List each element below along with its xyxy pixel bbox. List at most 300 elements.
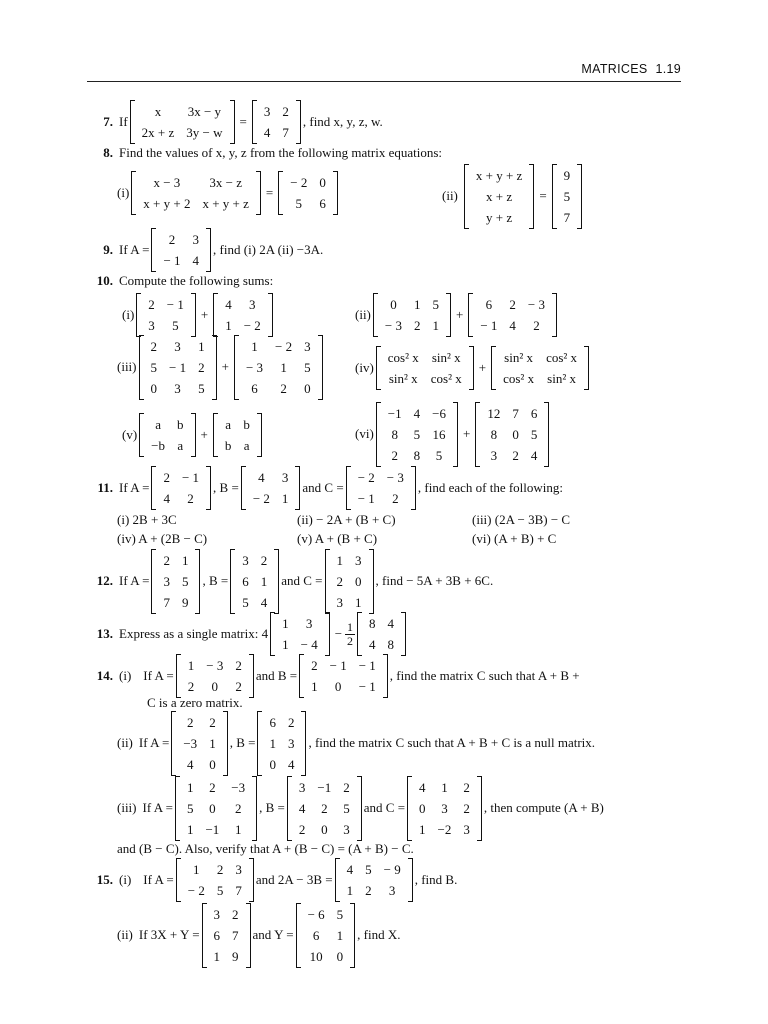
- text: , then compute (A + B): [483, 800, 604, 815]
- matrix-cell: 1: [281, 491, 289, 506]
- matrix-body: [145, 414, 189, 456]
- matrix: [296, 903, 356, 968]
- matrix-row: [145, 378, 211, 399]
- matrix: [151, 228, 211, 272]
- part-label: (ii): [117, 927, 133, 942]
- matrix-row: [137, 193, 255, 214]
- part-label: (ii): [355, 307, 371, 322]
- matrix-cell: 2: [321, 800, 328, 816]
- matrix-cell: −6: [432, 405, 446, 421]
- text: , find X.: [357, 927, 401, 942]
- matrix-cell: − 9: [383, 862, 401, 877]
- matrix-cell: x + z: [486, 188, 513, 204]
- matrix-cell: − 2: [252, 491, 270, 506]
- matrix-cell: 4: [263, 125, 271, 140]
- matrix-cell: 4: [346, 862, 354, 877]
- matrix-row: [219, 315, 267, 336]
- matrix-row: [136, 101, 229, 122]
- question-14-ii: [117, 713, 595, 773]
- matrix: [230, 549, 279, 614]
- matrix-cell: 1: [355, 594, 362, 610]
- matrix-cell: 4: [287, 756, 295, 772]
- part-text: (vi) (A + B) + C: [472, 530, 557, 546]
- part-label: (i): [119, 668, 132, 683]
- matrix: [202, 903, 251, 968]
- matrix-cell: b: [177, 417, 184, 432]
- matrix-cell: − 1: [358, 679, 376, 694]
- matrix-row: [470, 186, 528, 207]
- question-10-i: (i) 2 − 1 3 5 + 4 3 1 − 2: [122, 292, 275, 338]
- matrix: [176, 654, 254, 698]
- matrix-cell: 4: [163, 491, 170, 506]
- matrix-body: [145, 336, 211, 399]
- matrix-row: [157, 250, 205, 271]
- text: and C =: [281, 573, 323, 588]
- matrix-cell: − 1: [163, 253, 181, 268]
- matrix-row: [302, 946, 350, 967]
- text: and Y =: [252, 927, 294, 942]
- question-number: 11.: [97, 480, 113, 495]
- matrix-body: [177, 712, 221, 775]
- matrix: [176, 858, 254, 902]
- matrix-cell: 1: [311, 679, 318, 694]
- matrix-cell: 2: [235, 679, 242, 694]
- matrix-cell: 1: [280, 359, 287, 375]
- matrix-row: [208, 904, 245, 925]
- question-14-i: [87, 653, 580, 699]
- matrix-cell: 7: [235, 883, 242, 898]
- matrix-row: [284, 172, 332, 193]
- matrix-cell: − 2: [187, 883, 205, 898]
- matrix: [139, 335, 217, 400]
- matrix: [299, 654, 388, 698]
- matrix-cell: 1: [225, 318, 232, 333]
- matrix: [335, 858, 413, 902]
- part-label: (ii): [117, 735, 133, 750]
- text: , find the matrix C such that A + B +: [389, 668, 580, 683]
- matrix-cell: 2: [235, 658, 242, 673]
- matrix-cell: 1: [441, 779, 448, 795]
- matrix: [373, 293, 451, 337]
- matrix-row: [558, 207, 577, 228]
- matrix-cell: 3: [305, 616, 313, 631]
- matrix-body: [331, 550, 368, 613]
- question-8-ii: (ii) x + y + z x + z y + z = 9 5 7: [442, 166, 584, 226]
- matrix-row: [258, 101, 295, 122]
- question-10-ii: (ii) 0 1 5 − 3 2 1 + 6 2 − 3 − 1 4 2: [355, 292, 559, 338]
- matrix: [552, 164, 583, 229]
- matrix-row: [247, 467, 295, 488]
- matrix-body: [219, 414, 256, 456]
- matrix-cell: a: [177, 438, 184, 453]
- part-text: (v) A + (B + C): [297, 530, 378, 546]
- matrix-body: [497, 347, 583, 389]
- matrix-cell: 0: [269, 756, 276, 772]
- matrix: [278, 171, 338, 215]
- matrix-row: [341, 859, 407, 880]
- matrix-cell: 3: [281, 470, 289, 485]
- matrix-cell: −1: [317, 779, 332, 795]
- matrix-cell: 3: [463, 821, 470, 837]
- matrix-cell: 4: [258, 470, 265, 485]
- matrix-cell: 3: [490, 447, 498, 463]
- matrix-row: [236, 571, 273, 592]
- matrix-cell: 12: [487, 405, 501, 421]
- matrix-row: [382, 368, 468, 389]
- matrix-cell: 5: [172, 318, 179, 333]
- matrix-row: [142, 315, 190, 336]
- text: If A =: [138, 735, 170, 750]
- part-label: (iv): [355, 360, 374, 375]
- matrix-cell: 1: [181, 552, 189, 568]
- matrix: [136, 293, 196, 337]
- matrix-cell: 8: [391, 426, 398, 442]
- question-8: [87, 144, 442, 162]
- text: Compute the following sums:: [119, 273, 274, 288]
- matrix-row: [413, 777, 476, 798]
- matrix-cell: − 3: [245, 359, 264, 375]
- question-15-i: [87, 857, 457, 903]
- matrix-cell: − 3: [386, 470, 404, 485]
- matrix-cell: a: [243, 438, 250, 453]
- matrix-cell: y + z: [486, 209, 513, 225]
- denominator: 2: [347, 633, 354, 648]
- matrix-row: [382, 445, 452, 466]
- matrix-cell: 2: [282, 104, 289, 119]
- matrix-row: [181, 798, 251, 819]
- text: , B =: [229, 735, 256, 750]
- matrix-row: [382, 424, 452, 445]
- matrix-row: [331, 571, 368, 592]
- part-label: (vi): [355, 426, 374, 441]
- matrix: [257, 711, 306, 776]
- question-number: 13.: [96, 626, 113, 641]
- matrix-row: [263, 712, 300, 733]
- matrix-row: [219, 435, 256, 456]
- matrix-body: [382, 347, 468, 389]
- question-12: [87, 551, 493, 611]
- matrix-cell: 2: [365, 883, 372, 898]
- matrix-cell: 7: [232, 927, 239, 943]
- matrix-cell: 6: [242, 573, 249, 589]
- matrix-cell: −1: [387, 405, 402, 421]
- matrix-body: [236, 550, 273, 613]
- numerator: 1: [347, 619, 354, 634]
- matrix-cell: 4: [225, 297, 232, 312]
- q11-part: [472, 511, 570, 528]
- matrix-cell: 5: [365, 862, 372, 877]
- matrix-body: [379, 294, 445, 336]
- matrix-row: [219, 414, 256, 435]
- matrix-cell: 1: [419, 821, 426, 837]
- matrix-body: [341, 859, 407, 901]
- matrix-body: [293, 777, 356, 840]
- matrix-cell: 2: [311, 658, 318, 673]
- page-header: [581, 62, 681, 76]
- matrix-cell: 2: [463, 779, 470, 795]
- matrix-cell: 7: [512, 405, 519, 421]
- matrix-cell: 1: [346, 883, 354, 898]
- text: and 2A − 3B =: [255, 872, 333, 887]
- matrix-cell: 2: [168, 232, 176, 247]
- matrix-row: [558, 186, 577, 207]
- matrix-cell: 2: [216, 862, 224, 877]
- matrix: [171, 711, 227, 776]
- text: If A =: [143, 668, 174, 683]
- matrix-cell: 3: [242, 552, 249, 568]
- matrix-cell: sin² x: [504, 350, 533, 365]
- matrix-cell: cos² x: [503, 371, 535, 386]
- matrix-body: [382, 403, 452, 466]
- matrix-cell: 5: [150, 359, 157, 375]
- matrix-cell: 5: [343, 800, 350, 816]
- matrix-row: [302, 904, 350, 925]
- matrix-body: [481, 403, 543, 466]
- question-number: 8.: [103, 145, 113, 160]
- matrix-cell: 4: [298, 800, 306, 816]
- matrix-row: [481, 424, 543, 445]
- matrix-cell: 2: [343, 779, 350, 795]
- question-14-iii-cont: [117, 840, 414, 857]
- matrix-cell: 2: [260, 552, 268, 568]
- question-number: 15.: [96, 872, 113, 887]
- matrix-body: [470, 165, 528, 228]
- matrix-cell: sin² x: [547, 371, 576, 386]
- matrix-cell: 1: [234, 821, 242, 837]
- matrix-row: [481, 403, 543, 424]
- matrix-body: [558, 165, 577, 228]
- matrix-cell: − 1: [358, 658, 376, 673]
- matrix-cell: 3: [235, 862, 242, 877]
- q11-part: [297, 511, 396, 528]
- question-10-iii: (iii) 2 3 1 5 − 1 2 0 3 5 + 1 − 2 3 − 3 1 5 6 2 0: [117, 337, 325, 397]
- question-15-ii: [117, 905, 401, 965]
- matrix-cell: − 1: [329, 658, 347, 673]
- matrix-cell: − 1: [169, 359, 187, 375]
- matrix-row: [145, 357, 211, 378]
- matrix: [213, 413, 262, 457]
- matrix-cell: 3: [343, 821, 350, 837]
- matrix-row: [157, 467, 205, 488]
- matrix-body: [247, 467, 295, 509]
- matrix-row: [382, 403, 452, 424]
- matrix-body: [208, 904, 245, 967]
- matrix-cell: −3: [183, 735, 198, 751]
- question-11: [87, 465, 563, 511]
- matrix-cell: 16: [432, 426, 446, 442]
- matrix-row: [263, 754, 300, 775]
- text: , find − 5A + 3B + 6C.: [375, 573, 494, 588]
- matrix-row: [157, 550, 194, 571]
- matrix-cell: − 3: [384, 318, 402, 333]
- text: and C =: [363, 800, 406, 815]
- matrix-row: [247, 488, 295, 509]
- matrix-cell: 2: [187, 714, 194, 730]
- matrix-row: [182, 655, 248, 676]
- matrix-cell: 5: [295, 196, 303, 211]
- matrix-body: [182, 859, 248, 901]
- question-7: 7. If x 3x − y 2x + z 3y − w = 3 2 4 7 , find x, y, z, w.: [87, 99, 383, 145]
- matrix-row: [177, 712, 221, 733]
- matrix: [234, 335, 323, 400]
- matrix-row: [382, 347, 468, 368]
- text: If A =: [142, 800, 173, 815]
- matrix-cell: 3: [388, 883, 396, 898]
- matrix-cell: 3: [355, 552, 362, 568]
- matrix: [213, 293, 273, 337]
- matrix-body: [284, 172, 332, 214]
- matrix-cell: cos² x: [546, 350, 578, 365]
- matrix-row: [331, 592, 368, 613]
- matrix-row: [470, 165, 528, 186]
- matrix-cell: 6: [485, 297, 493, 312]
- matrix-cell: 0: [321, 821, 328, 837]
- matrix-body: [240, 336, 317, 399]
- matrix-row: [305, 676, 382, 697]
- matrix-row: [145, 435, 189, 456]
- matrix-row: [293, 798, 356, 819]
- matrix-row: [497, 368, 583, 389]
- matrix-body: [182, 655, 248, 697]
- matrix-cell: 9: [232, 948, 239, 964]
- question-8-i: (i) x − 3 3x − z x + y + 2 x + y + z = − 2 0 5 6: [117, 170, 340, 216]
- matrix-cell: a: [225, 417, 231, 432]
- matrix-cell: 6: [312, 927, 320, 943]
- matrix-row: [481, 445, 543, 466]
- matrix-cell: 2: [391, 447, 398, 463]
- matrix: [151, 549, 200, 614]
- matrix-cell: 4: [260, 594, 268, 610]
- question-14-i-cont: [147, 694, 243, 711]
- matrix-cell: 2: [198, 359, 205, 375]
- matrix-cell: 1: [213, 948, 221, 964]
- matrix-row: [413, 798, 476, 819]
- matrix-cell: 3: [163, 573, 170, 589]
- matrix-cell: 8: [387, 637, 395, 652]
- matrix-cell: 2: [209, 779, 216, 795]
- question-13: [87, 611, 408, 657]
- part-text: (iii) (2A − 3B) − C: [472, 511, 571, 527]
- matrix-body: [142, 294, 190, 336]
- matrix-body: [219, 294, 267, 336]
- matrix: [131, 171, 261, 215]
- matrix-cell: 1: [187, 658, 195, 673]
- question-number: 10.: [96, 273, 113, 288]
- matrix-row: [157, 592, 194, 613]
- matrix: [241, 466, 301, 510]
- matrix-cell: 1: [336, 552, 343, 568]
- matrix-cell: 2: [298, 821, 306, 837]
- matrix-row: [263, 733, 300, 754]
- matrix-body: [157, 229, 205, 271]
- matrix-cell: 5: [336, 906, 344, 922]
- matrix-cell: 2: [280, 380, 287, 396]
- part-label: (ii): [442, 188, 458, 203]
- matrix-cell: 3: [192, 232, 200, 247]
- matrix-cell: sin² x: [431, 350, 461, 365]
- matrix-row: [182, 880, 248, 901]
- matrix-row: [302, 925, 350, 946]
- matrix-cell: 1: [432, 318, 439, 333]
- matrix-cell: 7: [563, 209, 571, 225]
- question-number: 9.: [103, 242, 113, 257]
- matrix-cell: 2: [533, 318, 540, 333]
- matrix-cell: 3: [304, 338, 311, 354]
- matrix-cell: 3: [287, 735, 295, 751]
- matrix-cell: 0: [355, 573, 362, 589]
- matrix-cell: 1: [336, 927, 344, 943]
- matrix-cell: 1: [260, 573, 268, 589]
- question-number: 12.: [96, 573, 113, 588]
- matrix: [475, 402, 549, 467]
- text: , find (i) 2A (ii) −3A.: [213, 242, 324, 257]
- matrix: [376, 402, 458, 467]
- matrix: [376, 346, 474, 390]
- question-number: 14.: [96, 668, 113, 683]
- matrix-cell: 0: [209, 756, 216, 772]
- matrix: [468, 293, 557, 337]
- matrix-row: [136, 122, 229, 143]
- matrix-body: [352, 467, 410, 509]
- matrix-cell: 1: [198, 338, 205, 354]
- matrix-row: [145, 336, 211, 357]
- text: If A =: [119, 242, 150, 257]
- matrix-cell: 5: [435, 447, 443, 463]
- matrix-cell: 2x + z: [141, 125, 175, 140]
- q11-part: [297, 530, 377, 547]
- matrix: [252, 100, 301, 144]
- matrix-cell: 4: [369, 637, 376, 652]
- matrix-cell: 5: [216, 883, 224, 898]
- matrix-cell: 4: [419, 779, 426, 795]
- matrix-cell: − 1: [357, 491, 375, 506]
- matrix-row: [142, 294, 190, 315]
- matrix-row: [240, 357, 317, 378]
- matrix-cell: cos² x: [430, 371, 462, 386]
- matrix-body: [363, 613, 400, 655]
- matrix-cell: −1: [205, 821, 220, 837]
- matrix-row: [293, 819, 356, 840]
- matrix-row: [157, 229, 205, 250]
- matrix-cell: 5: [563, 188, 571, 204]
- matrix-cell: 0: [319, 175, 326, 190]
- matrix-body: [258, 101, 295, 143]
- matrix-cell: 5: [304, 359, 311, 375]
- matrix-cell: −b: [151, 438, 166, 453]
- matrix-cell: 10: [309, 948, 323, 964]
- part-label: (i): [119, 872, 132, 887]
- matrix-cell: 4: [187, 756, 194, 772]
- page-number: 1.19: [655, 62, 681, 76]
- matrix-cell: 0: [334, 679, 342, 694]
- matrix-cell: 5: [530, 426, 538, 442]
- matrix-cell: 6: [530, 405, 538, 421]
- matrix-cell: − 2: [290, 175, 308, 190]
- text: and C =: [302, 480, 344, 495]
- matrix-body: [136, 101, 229, 143]
- matrix-cell: − 6: [307, 906, 325, 922]
- matrix-row: [474, 294, 551, 315]
- matrix-row: [413, 819, 476, 840]
- question-9: [87, 227, 323, 273]
- matrix-cell: 7: [282, 125, 289, 140]
- matrix-row: [276, 613, 324, 634]
- matrix-cell: 2: [232, 906, 239, 922]
- matrix-cell: sin² x: [388, 371, 418, 386]
- matrix-row: [363, 634, 400, 655]
- matrix-cell: 2: [287, 714, 295, 730]
- matrix-cell: − 2: [275, 338, 293, 354]
